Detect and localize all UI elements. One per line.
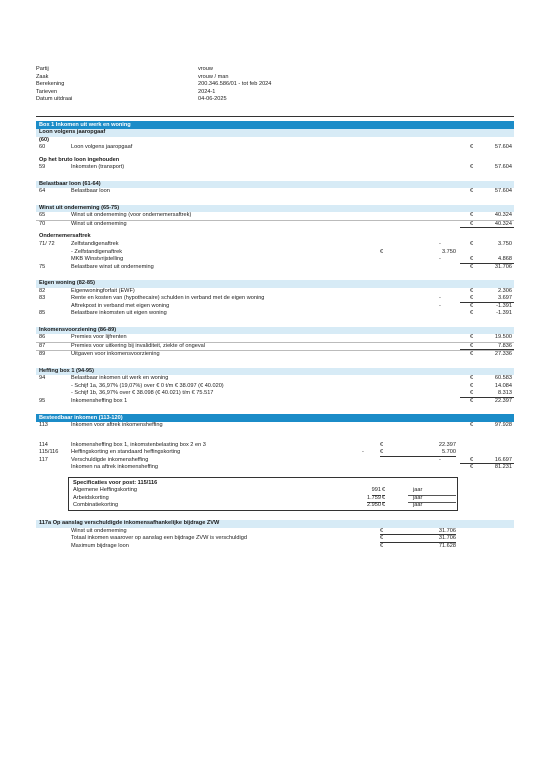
meta-label: Partij — [36, 66, 49, 72]
row-code: 117 — [39, 456, 48, 463]
row-currency-sub: € — [380, 535, 384, 542]
specification-box — [68, 477, 458, 511]
row-amount: 19.500 — [494, 334, 512, 341]
row-currency: € — [470, 375, 474, 382]
row-currency: € — [470, 390, 474, 397]
spec-row — [69, 487, 457, 494]
row-amount: -1.391 — [496, 310, 512, 317]
row-amount: 3.697 — [498, 295, 512, 302]
row-currency: € — [470, 456, 474, 463]
row-desc: Maximum bijdrage loon — [71, 542, 129, 549]
row-currency: € — [470, 263, 474, 270]
meta-row — [36, 96, 514, 104]
meta-row — [36, 66, 514, 74]
table-row — [36, 264, 514, 272]
table-row — [36, 390, 514, 398]
row-desc: - Zelfstandigenaftrek — [71, 248, 122, 255]
row-amount-sub: 22.397 — [438, 441, 456, 448]
row-amount: 97.928 — [494, 422, 512, 429]
spec-currency: € — [382, 495, 385, 503]
subsection-code: (60) — [39, 136, 49, 143]
row-amount: 16.697 — [494, 456, 512, 463]
spec-label: Arbeidskorting — [73, 494, 109, 501]
row-amount-sub: 31.706 — [438, 535, 456, 542]
row-amount: -1.391 — [496, 302, 512, 309]
meta-label: Tarieven — [36, 88, 58, 95]
row-amount-sub: 71.628 — [438, 542, 456, 549]
row-sign: - — [439, 456, 441, 463]
meta-row — [36, 81, 514, 89]
spec-label: Combinatiekorting — [73, 501, 119, 508]
table-row — [36, 221, 514, 229]
row-amount-sub: 3.750 — [442, 248, 456, 255]
row-currency: € — [470, 351, 474, 358]
row-code: 115/116 — [39, 449, 59, 456]
table-row — [36, 164, 514, 172]
spec-row — [69, 502, 457, 509]
row-code: 86 — [39, 334, 46, 341]
meta-value: 04-06-2025 — [198, 96, 227, 103]
row-code: 71/ 72 — [39, 241, 55, 248]
row-amount: 57.604 — [494, 188, 512, 195]
table-row — [36, 422, 514, 430]
row-code: 89 — [39, 351, 46, 358]
row-desc: Winst uit onderneming — [71, 220, 127, 227]
row-desc: Belastbare inkomsten uit eigen woning — [71, 310, 167, 317]
spec-currency: € — [382, 501, 386, 508]
meta-label: Berekening — [36, 81, 65, 88]
row-sign: - — [439, 256, 441, 263]
row-currency: € — [470, 382, 474, 389]
row-currency: € — [470, 397, 474, 404]
section-header-box1: Box 1 Inkomen uit werk en woning — [36, 121, 514, 129]
section-eigen-woning — [36, 280, 514, 318]
meta-divider — [36, 116, 514, 117]
subsection-header-heffing: Heffing box 1 (94-95) — [36, 368, 514, 376]
row-desc: Rente en kosten van (hypothecaire) schulden in verband met de eigen woning — [71, 295, 265, 302]
section-box1-loon — [36, 121, 514, 172]
row-desc: Belastbare winst uit onderneming — [71, 263, 154, 270]
row-desc: Aftrekpost in verband met eigen woning — [71, 302, 170, 309]
row-amount: 81.231 — [494, 464, 512, 471]
row-code: 85 — [39, 310, 46, 317]
meta-row — [36, 74, 514, 82]
section-heffing-box1 — [36, 368, 514, 406]
row-currency: € — [470, 188, 474, 195]
spec-currency: € — [382, 487, 385, 495]
row-currency: € — [470, 342, 474, 349]
row-desc: Zelfstandigenaftrek — [71, 241, 119, 248]
row-desc: Totaal inkomen waarover op aanslag een bijdrage ZVW is verschuldigd — [71, 535, 247, 542]
row-amount: 57.604 — [494, 144, 512, 151]
table-row — [36, 351, 514, 359]
row-desc: Belastbaar loon — [71, 188, 110, 195]
subsection-header-inkomensvoorziening: Inkomensvoorziening (86-89) — [36, 327, 514, 335]
row-currency: € — [470, 212, 474, 219]
row-desc: Verschuldigde inkomensheffing — [71, 456, 149, 463]
meta-value: 2024-1 — [198, 88, 216, 95]
spec-amount: 991 — [372, 487, 381, 495]
row-currency-sub: € — [380, 441, 384, 448]
table-row — [36, 334, 514, 343]
row-desc: Loon volgens jaaropgaaf — [71, 144, 133, 151]
section-belastbaar-loon — [36, 181, 514, 196]
row-sign: - — [439, 302, 441, 309]
row-desc: Winst uit onderneming (voor ondernemersaftrek) — [71, 212, 192, 219]
row-desc: Uitgaven voor inkomensvoorziening — [71, 351, 160, 358]
row-desc: Belastbaar inkomen uit werk en woning — [71, 375, 169, 382]
table-row — [36, 241, 514, 249]
row-currency: € — [470, 295, 474, 302]
table-row — [36, 212, 514, 221]
meta-row — [36, 89, 514, 97]
section-winst — [36, 205, 514, 271]
table-row — [36, 442, 514, 450]
row-amount: 14.084 — [494, 382, 512, 389]
spec-unit: jaar — [408, 487, 456, 495]
row-amount: 60.583 — [494, 375, 512, 382]
row-desc: Inkomensheffing box 1 — [71, 397, 128, 404]
subsection-header-eigen-woning: Eigen woning (82-85) — [36, 280, 514, 288]
table-row — [36, 310, 514, 318]
row-currency: € — [470, 287, 474, 294]
row-code: 113 — [39, 422, 48, 429]
row-desc: - Schijf 1b, 36,97% over € 38.098 (€ 40.021) t/m € 75.517 — [71, 390, 214, 397]
row-desc: MKB Winstvrijstelling — [71, 256, 124, 263]
row-currency: € — [470, 256, 474, 263]
table-row — [36, 398, 514, 406]
spec-label: Algemene Heffingskorting — [73, 487, 137, 494]
meta-value: vrouw — [198, 66, 213, 72]
section-besteedbaar — [36, 414, 514, 511]
meta-label: Zaak — [36, 73, 49, 80]
table-row — [36, 249, 514, 257]
table-row — [36, 464, 514, 472]
table-row — [36, 457, 514, 465]
row-currency-sub: € — [380, 542, 384, 549]
row-code: 65 — [39, 212, 46, 219]
subsection-title-ondernemersaftrek: Ondernemersaftrek — [39, 233, 91, 240]
row-amount: 2.306 — [498, 287, 512, 294]
table-row — [36, 288, 514, 296]
row-currency: € — [470, 241, 474, 248]
row-currency: € — [470, 144, 474, 151]
row-desc: - Schijf 1a, 36,97% (19,07%) over € 0 t/m € 38.097 (€ 40.020) — [71, 382, 224, 389]
row-code: 83 — [39, 295, 46, 302]
row-desc: Inkomensheffing box 1, inkomstenbelasting box 2 en 3 — [71, 441, 206, 448]
spec-unit: jaar — [408, 495, 456, 503]
section-header-besteedbaar: Besteedbaar inkomen (113-120) — [36, 414, 514, 422]
row-currency-sub: € — [380, 248, 384, 255]
row-amount-sub: 5.700 — [442, 449, 456, 456]
row-currency: € — [470, 164, 474, 171]
table-row — [36, 535, 514, 543]
row-currency: € — [470, 422, 474, 429]
row-code: 60 — [39, 144, 46, 151]
section-inkomensvoorziening — [36, 327, 514, 359]
row-amount-sub: 31.706 — [438, 527, 456, 534]
table-row — [36, 188, 514, 196]
row-code: 95 — [39, 397, 46, 404]
row-desc: Inkomsten (transport) — [71, 164, 125, 171]
row-amount: 31.706 — [494, 263, 512, 270]
table-row — [36, 256, 514, 264]
table-row — [36, 375, 514, 383]
row-desc: Premies voor lijfrenten — [71, 334, 127, 341]
meta-value: 200.346.586/01 - tot feb 2024 — [198, 81, 272, 88]
meta-value: vrouw / man — [198, 73, 229, 80]
subsection-header-belastbaar: Belastbaar loon (61-64) — [36, 181, 514, 189]
row-sign-sub: - — [362, 449, 364, 456]
row-code: 59 — [39, 164, 46, 171]
section-zvw — [36, 520, 514, 550]
spec-unit: jaar — [413, 501, 423, 508]
row-sign: - — [439, 241, 441, 248]
row-code: 64 — [39, 188, 46, 195]
row-code: 70 — [39, 220, 46, 227]
row-code: 82 — [39, 287, 46, 294]
table-row — [36, 449, 514, 457]
row-currency: € — [470, 220, 474, 227]
row-desc: Heffingskorting en standaard heffingskorting — [71, 449, 181, 456]
row-currency: € — [470, 310, 474, 317]
spec-row — [69, 495, 457, 502]
row-desc: Inkomen voor aftrek inkomensheffing — [71, 422, 163, 429]
row-desc: Eigenwoningforfait (EWF) — [71, 287, 135, 294]
spec-amount: 1.759 — [367, 495, 381, 503]
meta-block — [36, 66, 514, 104]
row-amount: 7.836 — [498, 342, 512, 349]
row-amount: 3.750 — [498, 241, 512, 248]
row-currency: € — [470, 464, 474, 471]
row-currency-sub: € — [380, 449, 384, 456]
table-row — [36, 543, 514, 551]
row-amount: 8.313 — [498, 390, 512, 397]
row-desc: Inkomen na aftrek inkomensheffing — [71, 464, 158, 471]
row-code: 87 — [39, 342, 46, 349]
row-code: 114 — [39, 441, 48, 448]
row-currency: € — [470, 334, 474, 341]
row-amount: 40.324 — [494, 220, 512, 227]
subsection-title-bruto: Op het bruto loon ingehouden — [39, 156, 120, 163]
row-amount: 4.868 — [498, 256, 512, 263]
spec-amount: 2.950 — [367, 501, 381, 508]
row-code: 75 — [39, 263, 46, 270]
table-row — [36, 144, 514, 152]
table-row — [36, 343, 514, 352]
row-amount: 27.336 — [494, 351, 512, 358]
subsection-header-loon: Loon volgens jaaropgaaf — [36, 129, 514, 137]
table-row — [36, 528, 514, 536]
subsection-header-winst: Winst uit onderneming (65-75) — [36, 205, 514, 213]
table-row — [36, 303, 514, 311]
sections — [36, 121, 514, 559]
row-code: 94 — [39, 375, 46, 382]
row-desc: Premies voor uitkering bij invaliditeit, ziekte of ongeval — [71, 342, 206, 349]
table-row — [36, 295, 514, 303]
specification-title: Specificaties voor post: 115/116 — [73, 479, 158, 486]
subsection-header-zvw: 117a Op aanslag verschuldigde inkomensafhankelijke bijdrage ZVW — [36, 520, 514, 528]
row-sign: - — [439, 295, 441, 302]
row-amount: 40.324 — [494, 212, 512, 219]
row-currency-sub: € — [380, 527, 384, 534]
table-row — [36, 383, 514, 391]
row-desc: Winst uit onderneming — [71, 527, 127, 534]
row-amount: 57.604 — [494, 164, 512, 171]
meta-label: Datum uitdraai — [36, 96, 73, 103]
row-amount: 22.397 — [494, 397, 512, 404]
row-currency: € — [470, 302, 474, 309]
